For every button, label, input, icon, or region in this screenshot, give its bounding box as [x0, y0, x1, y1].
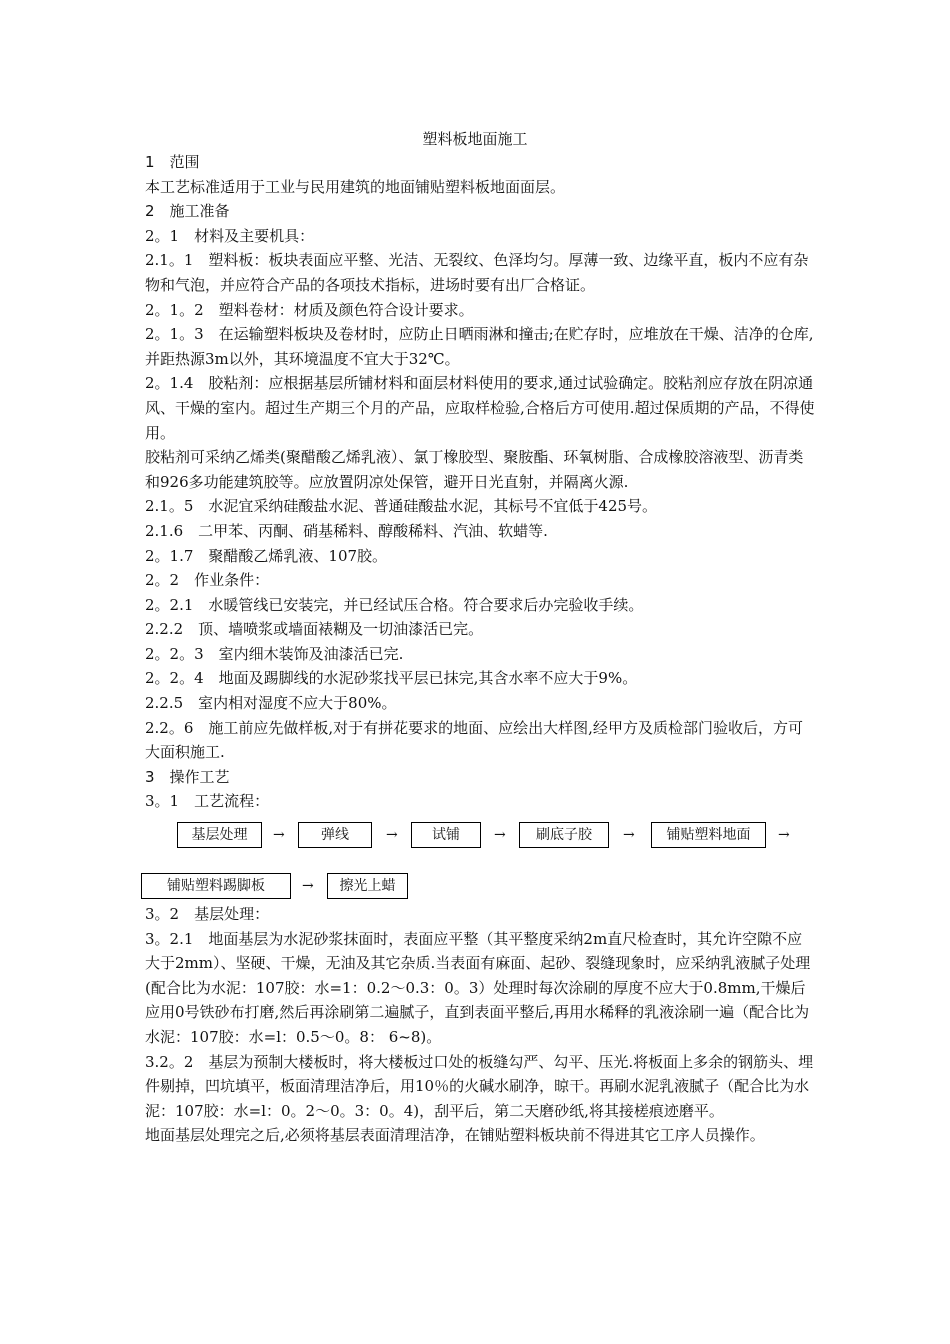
paragraph: 2.1。1 塑料板：板块表面应平整、光洁、无裂纹、色泽均匀。厚薄一致、边缘平直，板内不应有杂物和气泡，并应符合产品的各项技术指标，进场时要有出厂合格证。 — [145, 251, 809, 294]
flow-step-2: 弹线 — [298, 822, 372, 848]
flow-arrow: → — [623, 827, 635, 843]
paragraph: 胶粘剂可采纳乙烯类(聚醋酸乙烯乳液）、氯丁橡胶型、聚胺酯、环氧树脂、合成橡胶溶液型、沥青类和926多功能建筑胶等。应放置阴凉处保管，避开日光直射，并隔离火源. — [145, 448, 804, 491]
flow-arrow: → — [273, 827, 285, 843]
paragraph: 3。2.1 地面基层为水泥砂浆抹面时，表面应平整（其平整度采纳2m直尺检查时，其允许空隙不应大于2mm）、坚硬、干燥，无油及其它杂质.当表面有麻面、起砂、裂缝现象时，应采纳乳液腻子处理(配合比为水泥：107胶：水=1：0.2～0.3：0。3）处理时每次涂刷的厚度不应大于0.8mm,干燥后应用0号铁砂布打磨,然后再涂刷第二遍腻子，直到表面平整后,再用水稀释的乳液涂刷一遍（配合比为水泥：107胶：水=l：0.5～0。8： 6~8)。 — [145, 929, 811, 1046]
flow-step-1: 基层处理 — [177, 822, 262, 848]
section-heading: 1 范围 — [145, 153, 200, 171]
flow-arrow: → — [302, 878, 314, 894]
flow-arrow: → — [386, 827, 398, 843]
paragraph: 本工艺标准适用于工业与民用建筑的地面铺贴塑料板地面面层。 — [145, 177, 566, 196]
paragraph: 3.2。2 基层为预制大楼板时，将大楼板过口处的板缝勾严、勾平、压光.将板面上多余的钢筋头、埋件剔掉，凹坑填平，板面清理洁净后，用10％的火碱水刷净，晾干。再刷水泥乳液腻子（配合比为水泥：107胶：水=l：0。2～0。3：0。4)，刮平后，第二天磨砂纸,将其接槎痕迹磨平。 — [145, 1052, 814, 1120]
flow-step-7: 擦光上蜡 — [327, 873, 408, 899]
paragraph: 2。2。4 地面及踢脚线的水泥砂浆找平层已抹完,其含水率不应大于9%。 — [145, 669, 638, 688]
text-block-preparation — [145, 150, 817, 814]
flow-arrow: → — [778, 827, 790, 843]
flow-step-4: 刷底子胶 — [519, 822, 609, 848]
paragraph: 2。1。3 在运输塑料板块及卷材时，应防止日晒雨淋和撞击;在贮存时，应堆放在干燥、洁净的仓库,并距热源3m以外，其环境温度不宜大于32℃。 — [145, 325, 814, 368]
paragraph: 2。1.7 聚醋酸乙烯乳液、107胶。 — [145, 546, 388, 565]
section-heading: 2 施工准备 — [145, 202, 230, 221]
paragraph: 3。1 工艺流程： — [145, 792, 270, 811]
paragraph: 2。1 材料及主要机具： — [145, 226, 315, 245]
paragraph: 2。2 作业条件： — [145, 571, 270, 590]
flow-step-5: 铺贴塑料地面 — [651, 822, 766, 848]
paragraph: 2.2.2 顶、墙喷浆或墙面裱糊及一切油漆活已完。 — [145, 620, 484, 639]
flow-arrow: → — [494, 827, 506, 843]
flow-step-3: 试铺 — [411, 822, 481, 848]
paragraph: 地面基层处理完之后,必须将基层表面清理洁净，在铺贴塑料板块前不得进其它工序人员操作。 — [145, 1126, 765, 1145]
paragraph: 2。2。3 室内细木装饰及油漆活已完. — [145, 644, 404, 663]
paragraph: 2.1。5 水泥宜采纳硅酸盐水泥、普通硅酸盐水泥，其标号不宜低于425号。 — [145, 497, 658, 516]
flow-step-6: 铺贴塑料踢脚板 — [141, 873, 291, 899]
text-block-base-treatment — [145, 902, 817, 1148]
document-title: 塑料板地面施工 — [422, 130, 528, 148]
section-heading: 3 操作工艺 — [145, 767, 230, 786]
paragraph: 2.2.5 室内相对湿度不应大于80%。 — [145, 694, 397, 713]
paragraph: 2。1。2 塑料卷材：材质及颜色符合设计要求。 — [145, 300, 474, 319]
paragraph: 2.1.6 二甲苯、丙酮、硝基稀料、醇酸稀料、汽油、软蜡等. — [145, 521, 548, 540]
paragraph: 2.2。6 施工前应先做样板,对于有拼花要求的地面、应绘出大样图,经甲方及质检部门验收后，方可大面积施工. — [145, 718, 803, 762]
paragraph: 3。2 基层处理： — [145, 905, 270, 923]
paragraph: 2。1.4 胶粘剂：应根据基层所铺材料和面层材料使用的要求,通过试验确定。胶粘剂应存放在阴凉通风、干燥的室内。超过生产期三个月的产品，应取样检验,合格后方可使用.超过保质期的产品，不得使用。 — [145, 374, 815, 442]
paragraph: 2。2.1 水暖管线已安装完，并已经试压合格。符合要求后办完验收手续。 — [145, 595, 644, 614]
